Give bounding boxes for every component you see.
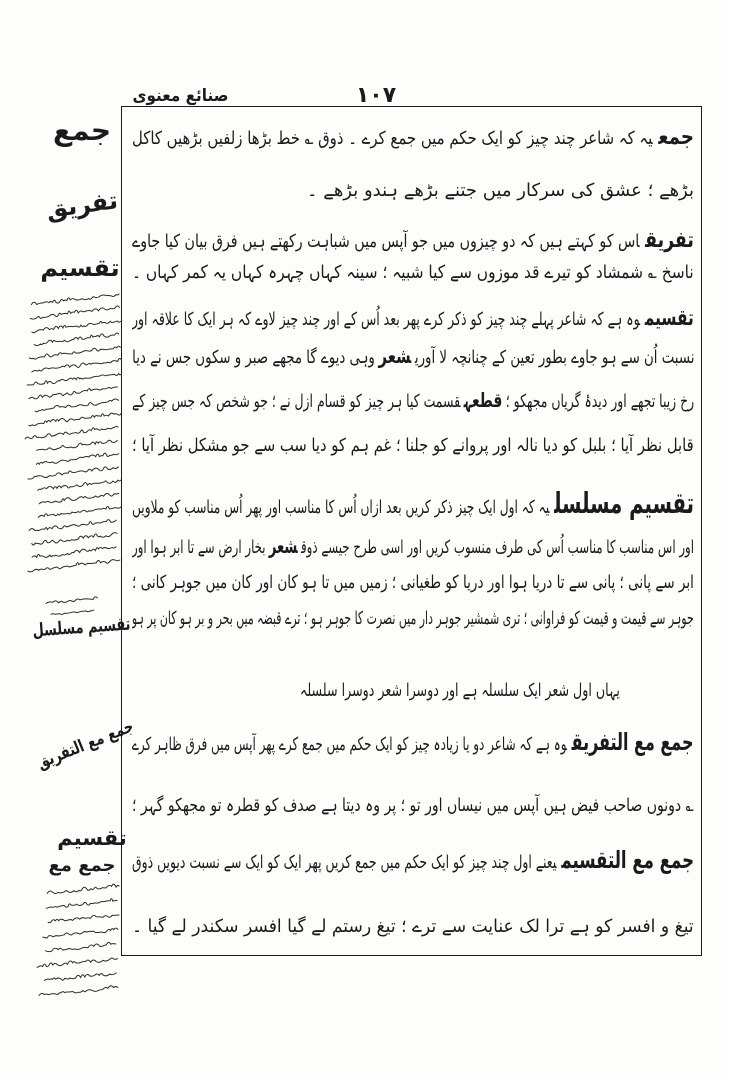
line-text: قابل نظر آیا ؛ بلبل کو دیا نالہ اور پروانے کو جلنا ؛ غم ہم کو دیا سب سے جو مشکل نظر آیا ؛ (132, 434, 694, 456)
line-text: وہی دیوے گا مجھے صبر و سکوں جس نے دیا (132, 347, 375, 368)
section-term: تقسیم (645, 305, 694, 331)
text-line (132, 420, 694, 470)
text-line (132, 331, 694, 381)
margin-note-scribble (37, 440, 118, 450)
margin-note-scribble (46, 899, 117, 909)
line-text: ؎ دونوں صاحب فیض ہیں آپس میں نیساں اور تو ؛ پر وہ دیتا ہے صدف کو قطرہ تو مجھکو گہر ؛ (132, 794, 694, 816)
line-text: یہ کہ شاعر چند چیز کو ایک حکم میں جمع کرے ۔ ذوق ؎ خط بڑھا زلفیں بڑھیں کاکل (132, 127, 653, 149)
margin-heading-taqseem (38, 246, 122, 290)
text-line (132, 593, 694, 643)
line-text: بڑھے ؛ عشق کی سرکار میں جتنے بڑھے ہندو بڑھے ۔ (307, 179, 694, 201)
line-text: ناسخ ؎ شمشاد کو تیرے قد موزوں سے کیا شبیہ ؛ سینہ کہاں چہرہ کہاں یہ کمر کہاں ۔ (132, 261, 694, 283)
margin-note-scribble (27, 374, 121, 385)
margin-note-scribble (34, 333, 119, 346)
margin-note-scribble (31, 294, 119, 305)
margin-note-scribble (25, 426, 118, 438)
line-text: یہاں اول شعر ایک سلسلہ ہے اور دوسرا شعر دوسرا سلسلہ (300, 679, 620, 701)
bold-term: قطعہ (463, 388, 503, 412)
text-line (132, 112, 694, 162)
margin-heading-text: جمع مع (48, 854, 116, 876)
margin-note-scribble (28, 560, 120, 572)
section-term: جمع (658, 124, 694, 150)
margin-heading-text: تقسیم مسلسل (31, 613, 131, 641)
margin-note-scribble (29, 413, 121, 426)
margin-heading-jam-ma-taqseem-bottom (42, 848, 122, 882)
margin-heading-text: تقسیم (40, 254, 120, 282)
margin-heading-text: جمع (52, 113, 112, 147)
line-text: اور اس مناسب کا مناسب اُس کی طرف منسوب کریں اور اسی طرح جیسے ذوق (300, 537, 694, 558)
margin-note-scribble (30, 306, 119, 319)
margin-heading-tafreeq (37, 177, 126, 232)
text-line (132, 780, 694, 830)
page-number-text: ۱۰۷ (355, 82, 397, 108)
margin-note-scribble (39, 986, 118, 996)
line-text: وہ ہے کہ شاعر دو یا زیادہ چیز کو ایک حکم میں جمع کرے پھر آپس میں فرق ظاہر کرے (132, 734, 568, 755)
margin-note-scribble (32, 358, 122, 372)
margin-note-scribble (39, 493, 119, 503)
text-line (132, 375, 694, 425)
line-text: بخار ارض سے تا ابر ہوا اور (132, 537, 266, 558)
margin-note-scribble (46, 597, 97, 604)
margin-heading-text: تفریق (44, 186, 120, 224)
section-term: جمع مع التقسیم (561, 846, 694, 874)
margin-note-scribble (48, 915, 119, 923)
line-text: یعنے اول چند چیز کو ایک حکم میں جمع کریں پھر ایک کو ایک سے نسبت دیویں ذوق (132, 852, 557, 873)
section-term: جمع مع التفریق (572, 728, 694, 756)
margin-heading-jam (42, 108, 122, 152)
bold-term: شعر (268, 534, 298, 558)
margin-note-scribble (38, 480, 121, 490)
margin-note-scribble (44, 973, 116, 980)
margin-note-scribble (36, 453, 118, 464)
line-text: وہ ہے کہ شاعر پہلے چند چیز کو ذکر کرے پھر بعد اُس کے اور چند چیز لاوے کہ ہر ایک کا علاقہ اور (132, 308, 641, 330)
text-line (132, 901, 694, 951)
text-line (132, 717, 694, 767)
bold-term: شعر (378, 344, 411, 368)
margin-note-scribble (43, 928, 118, 938)
margin-note-scribble (37, 958, 118, 967)
margin-note-scribble (46, 942, 116, 951)
text-line (132, 165, 694, 215)
line-text: ابر سے پانی ؛ پانی سے تا دریا ہوا اور دریا کو طغیانی ؛ زمیں میں تا ہو کان اور کان میں جوہر کانی ؛ (132, 571, 694, 593)
text-line (132, 835, 694, 885)
margin-heading-text: تقسیم (57, 826, 127, 850)
margin-heading-text: جمع مع التفریق (34, 716, 136, 774)
margin-note-scribble (47, 884, 119, 893)
text-line (132, 247, 694, 297)
margin-note-scribble (35, 399, 118, 412)
section-term: تفریق (645, 227, 694, 253)
margin-heading-taqseem-musalsal (31, 604, 132, 651)
margin-note-scribble (28, 467, 118, 479)
line-text: رخ زیبا تجھے اور دیدۂ گریاں مجھکو ؛ (505, 391, 694, 412)
margin-note-scribble (32, 321, 122, 333)
line-text: تیغ و افسر کو ہے ترا لک عنایت سے ترے ؛ تیغ رستم لے گیا افسر سکندر لے گیا ۔ (132, 915, 694, 937)
margin-note-scribble (32, 533, 117, 545)
line-text: اس کو کہتے ہیں کہ دو چیزوں میں جو آپس میں شباہت رکھتے ہیں فرق بیان کیا جاوے (132, 230, 640, 252)
margin-note-scribble (29, 387, 118, 399)
section-term: تقسیم مسلسل (554, 486, 694, 520)
text-line (300, 665, 620, 715)
margin-note-scribble (38, 507, 121, 518)
line-text: قسمت کیا ہر چیز کو قسام ازل نے ؛ جو شخص کہ جس چیز کے (132, 391, 461, 412)
line-text: جوہر سے قیمت و قیمت کو فراوانی ؛ تری شمشیر جوہر دار میں نصرت کا جوہر ہو ؛ ترے قبضہ میں بحر و بر ہو کان پر ہو (132, 607, 694, 629)
margin-note-scribble (29, 520, 116, 531)
running-header-text: صنائع معنوی (132, 86, 228, 106)
line-text: نسبت اُن سے ہو جاوے بطور تعین کے چنانچہ لا آوری (414, 347, 694, 368)
line-text: یہ کہ اول ایک چیز ذکر کریں بعد ازاں اُس کا مناسب اور پھر اُس مناسب کو ملاویں (132, 497, 550, 518)
margin-note-scribble (29, 346, 120, 359)
margin-note-scribble (32, 547, 116, 558)
